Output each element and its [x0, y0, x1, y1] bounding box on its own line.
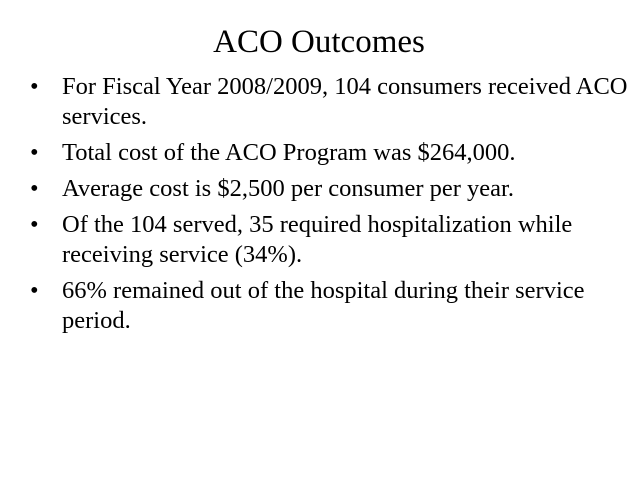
- bullet-item: [28, 138, 628, 168]
- bullet-text: For Fiscal Year 2008/2009, 104 consumers received ACO services.: [62, 73, 628, 130]
- bullet-marker: •: [30, 139, 39, 166]
- bullet-marker: •: [30, 277, 39, 304]
- slide-title: ACO Outcomes: [213, 24, 425, 60]
- bullet-text: Average cost is $2,500 per consumer per year.: [62, 175, 514, 202]
- bullet-item: [28, 72, 628, 132]
- bullet-text: Of the 104 served, 35 required hospitalization while receiving service (34%).: [62, 211, 573, 268]
- bullet-item: [28, 210, 628, 270]
- bullet-text: Total cost of the ACO Program was $264,000.: [62, 139, 516, 166]
- bullet-marker: •: [30, 73, 39, 100]
- bullet-list: [28, 72, 628, 342]
- bullet-item: [28, 276, 628, 336]
- bullet-marker: •: [30, 175, 39, 202]
- bullet-text: 66% remained out of the hospital during their service period.: [62, 277, 585, 334]
- bullet-marker: •: [30, 211, 39, 238]
- bullet-item: [28, 174, 628, 204]
